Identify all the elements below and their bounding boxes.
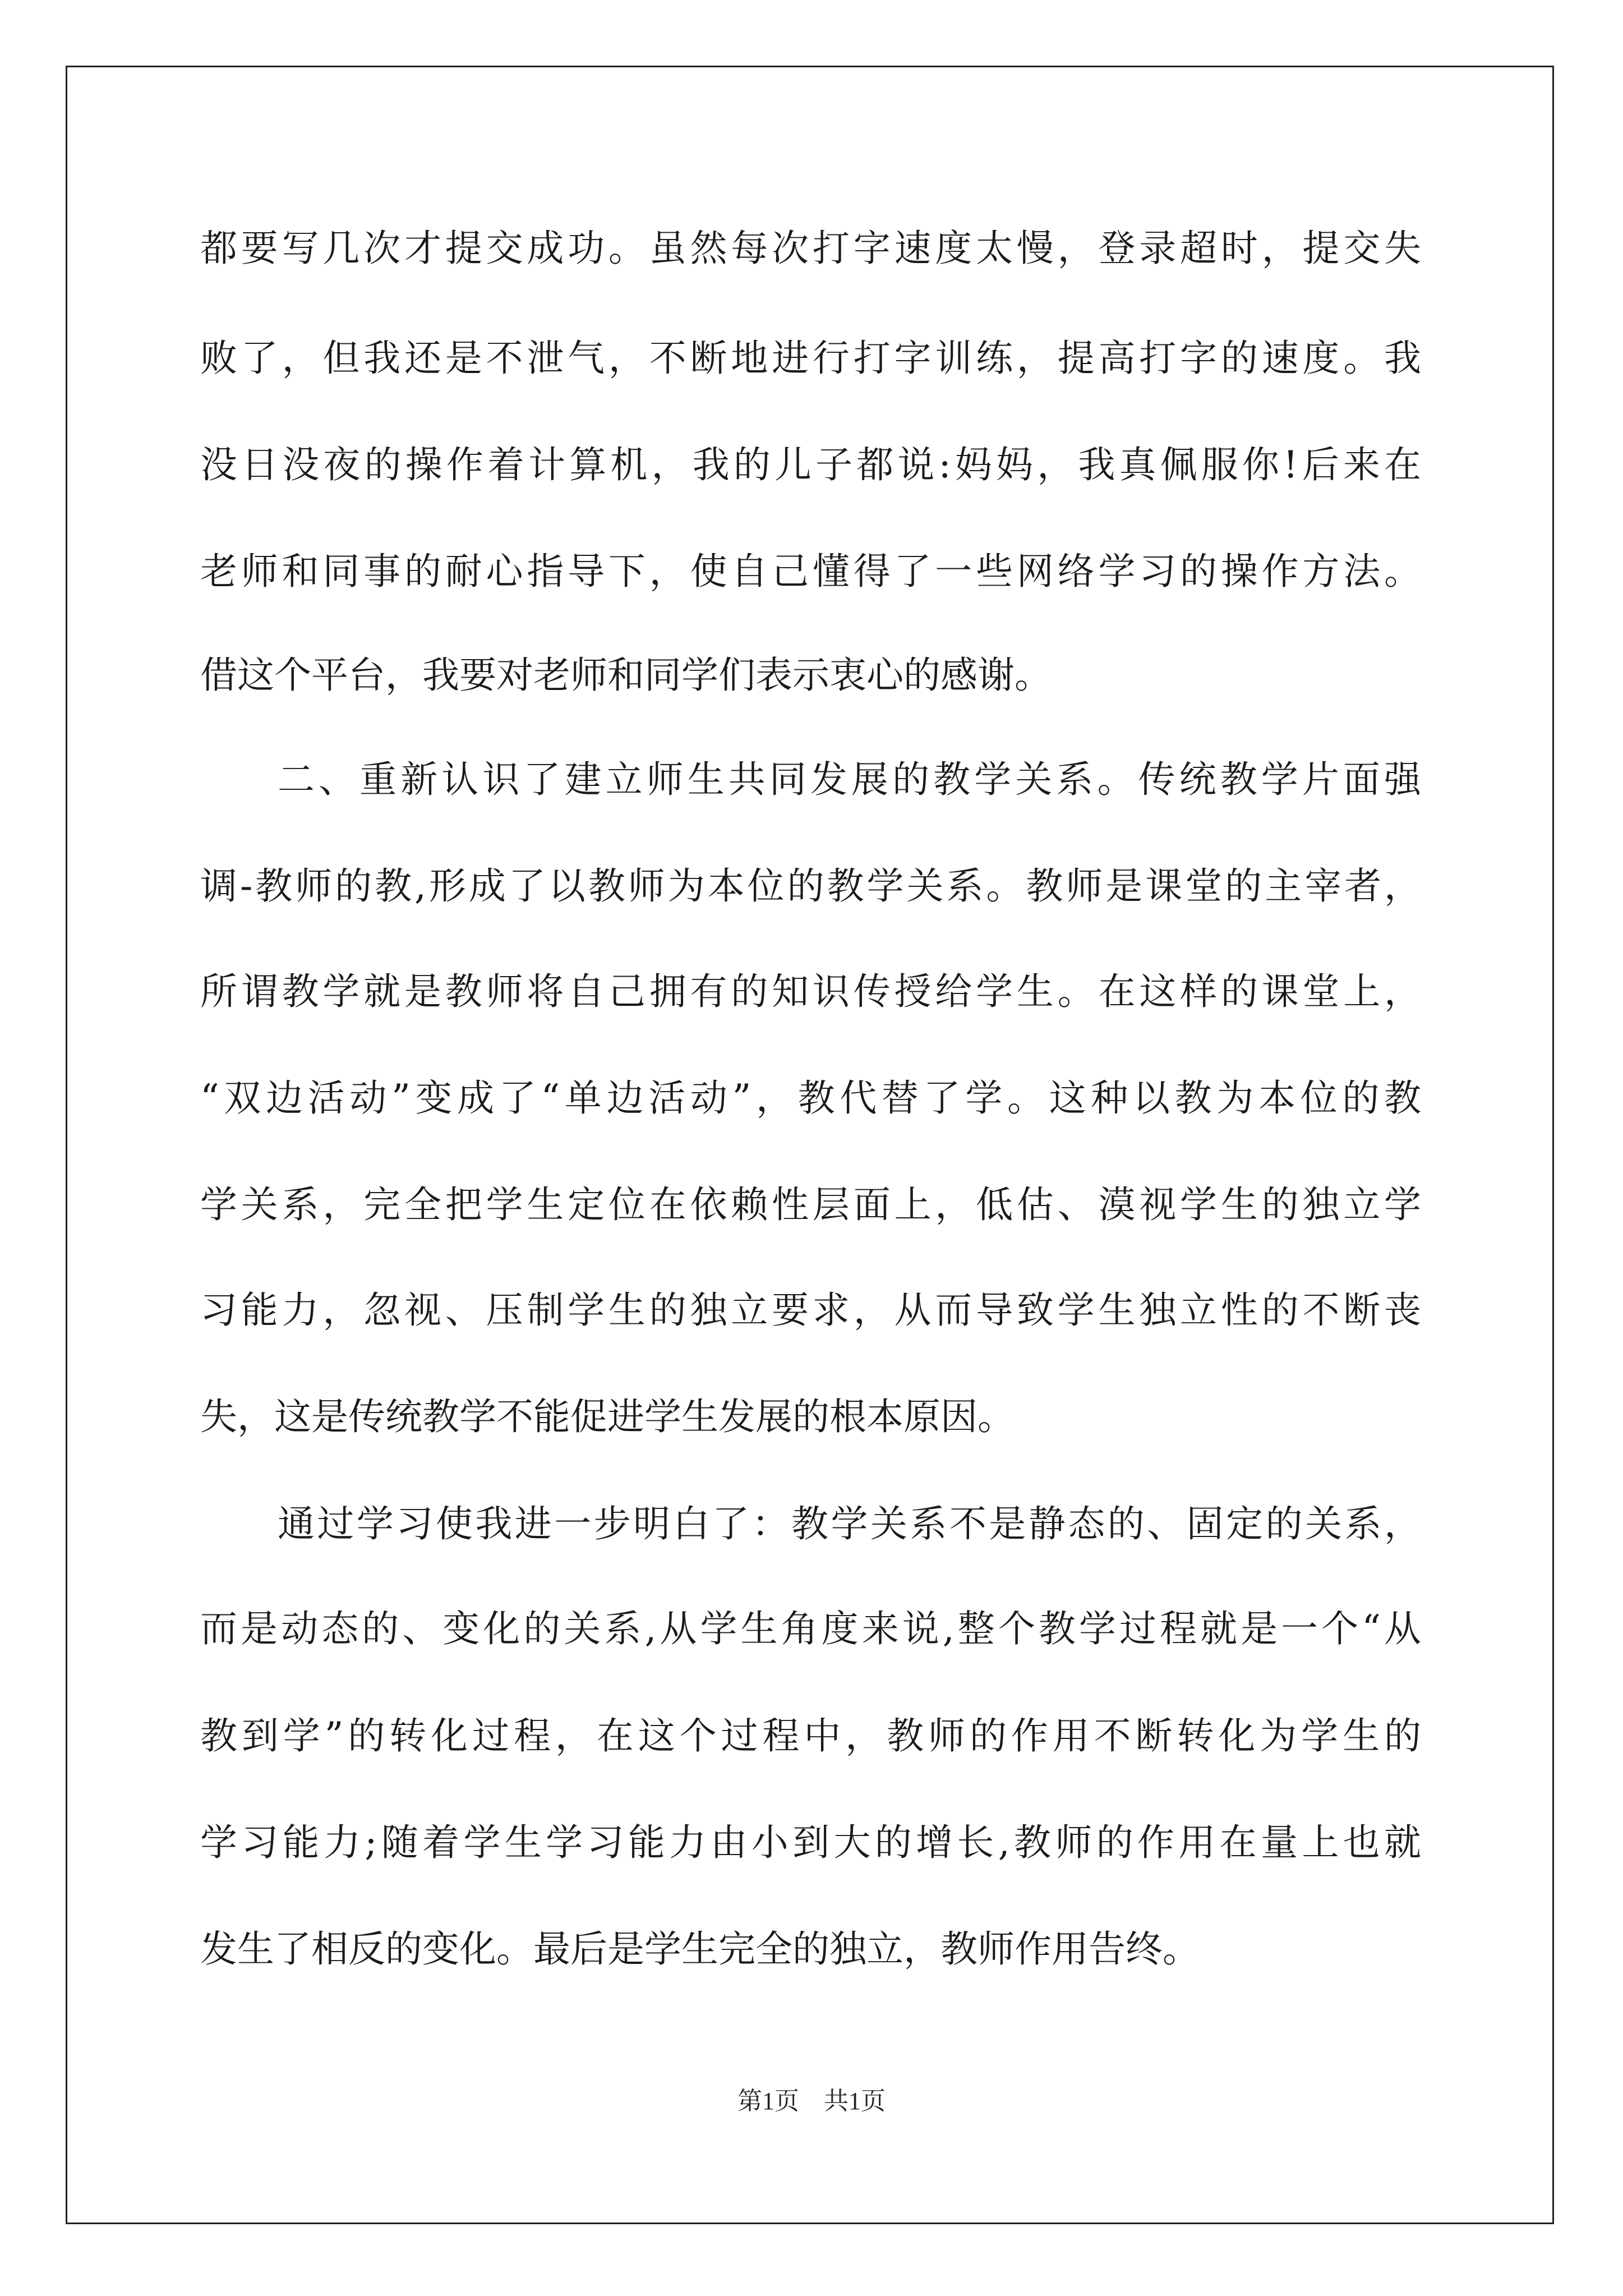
paragraph-2-line-1: 二、重新认识了建立师生共同发展的教学关系。传统教学片面强: [278, 758, 1421, 801]
paragraph-1-line-3: 没日没夜的操作着计算机，我的儿子都说:妈妈，我真佩服你!后来在: [200, 443, 1421, 486]
paragraph-1-line-1: 都要写几次才提交成功。虽然每次打字速度太慢，登录超时，提交失: [200, 227, 1421, 270]
paragraph-2-line-6: 习能力，忽视、压制学生的独立要求，从而导致学生独立性的不断丧: [200, 1289, 1421, 1332]
paragraph-2-line-4: “双边活动”变成了“单边活动”，教代替了学。这种以教为本位的教: [200, 1076, 1421, 1120]
paragraph-3-line-5: 发生了相反的变化。最后是学生完全的独立，教师作用告终。: [200, 1927, 1200, 1971]
paragraph-2-line-7: 失，这是传统教学不能促进学生发展的根本原因。: [200, 1395, 1015, 1438]
paragraph-3-line-1: 通过学习使我进一步明白了：教学关系不是静态的、固定的关系，: [278, 1502, 1421, 1545]
paragraph-2-line-2: 调-教师的教,形成了以教师为本位的教学关系。教师是课堂的主宰者，: [200, 864, 1421, 908]
page-number-footer: 第1页 共1页: [737, 2087, 886, 2115]
paragraph-3-line-3: 教到学”的转化过程，在这个过程中，教师的作用不断转化为学生的: [200, 1714, 1421, 1757]
paragraph-1-line-2: 败了，但我还是不泄气，不断地进行打字训练，提高打字的速度。我: [200, 337, 1421, 380]
paragraph-2-line-3: 所谓教学就是教师将自己拥有的知识传授给学生。在这样的课堂上，: [200, 970, 1421, 1013]
paragraph-3-line-2: 而是动态的、变化的关系,从学生角度来说,整个教学过程就是一个“从: [200, 1607, 1421, 1650]
paragraph-1-line-5: 借这个平台，我要对老师和同学们表示衷心的感谢。: [200, 654, 1052, 697]
paragraph-2-line-5: 学关系，完全把学生定位在依赖性层面上，低估、漠视学生的独立学: [200, 1183, 1421, 1226]
paragraph-3-line-4: 学习能力;随着学生学习能力由小到大的增长,教师的作用在量上也就: [200, 1821, 1421, 1864]
paragraph-1-line-4: 老师和同事的耐心指导下，使自己懂得了一些网络学习的操作方法。: [200, 550, 1421, 593]
